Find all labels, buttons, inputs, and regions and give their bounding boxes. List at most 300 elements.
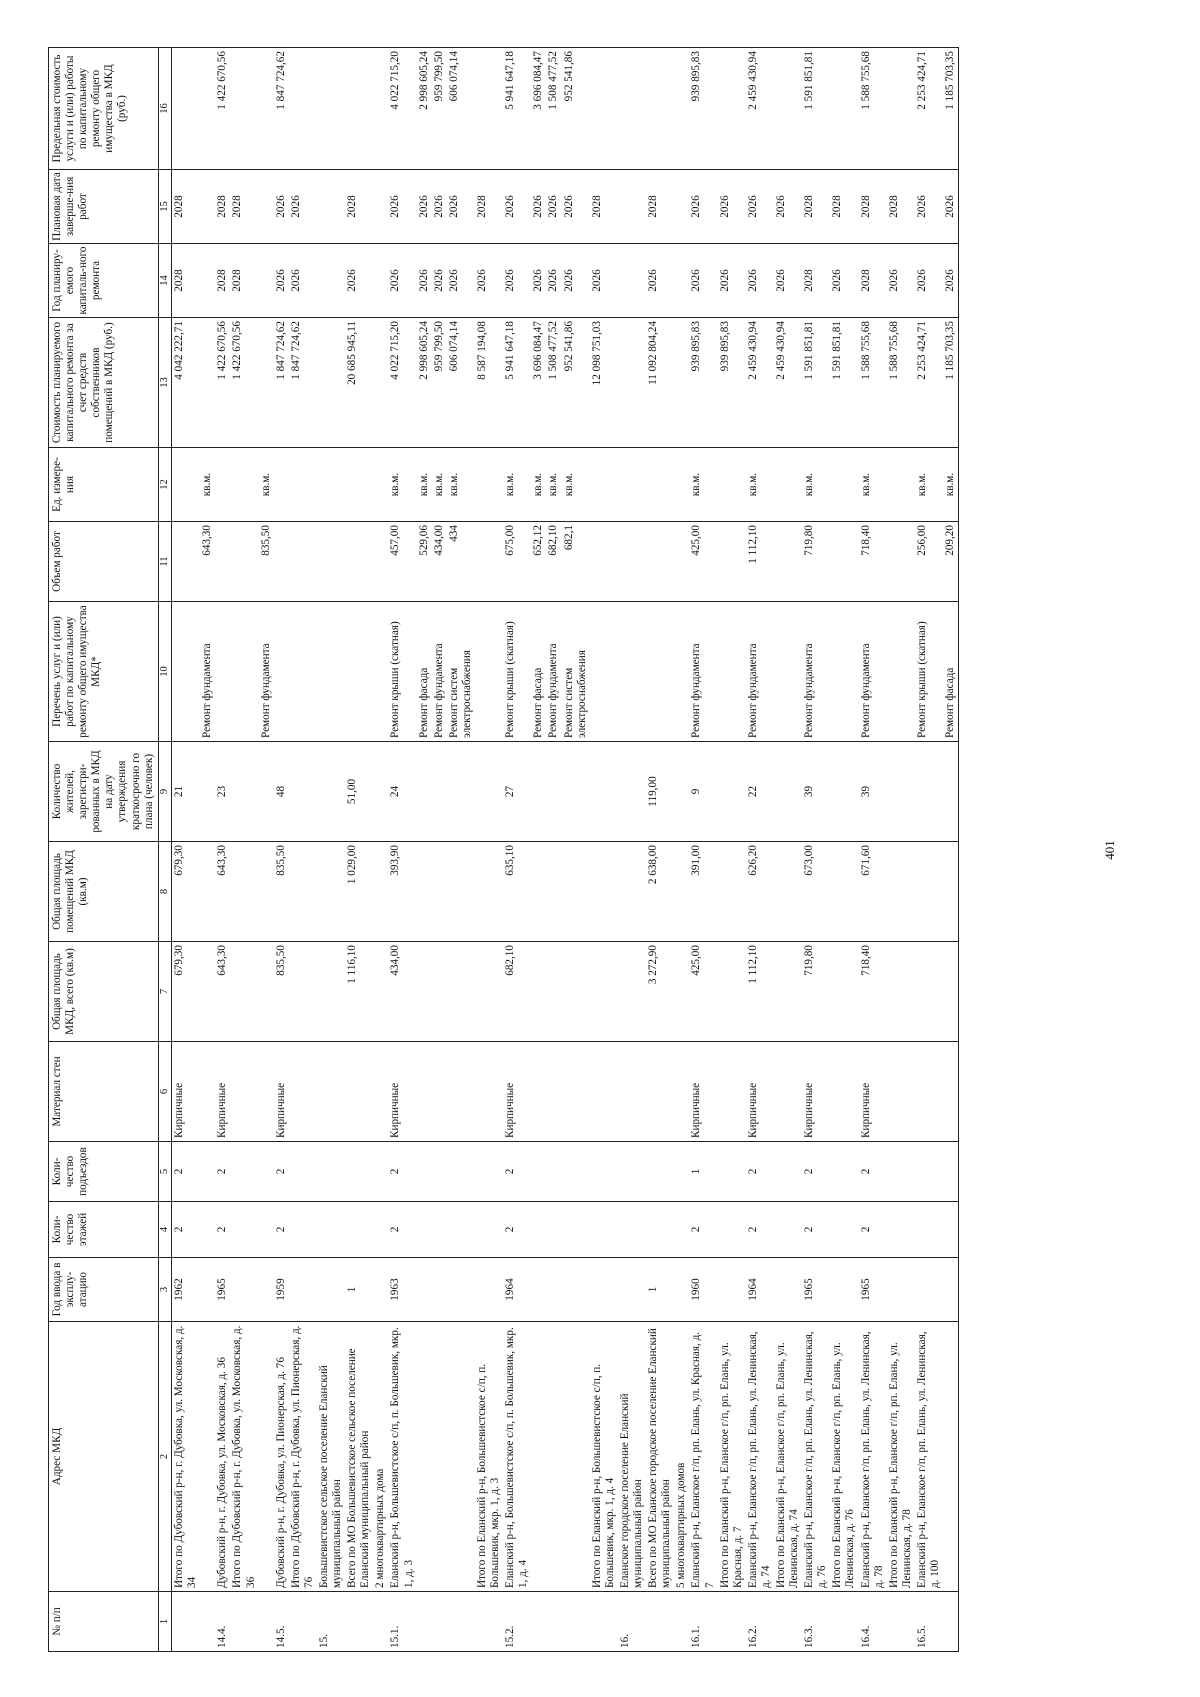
table-cell	[447, 842, 475, 942]
table-cell	[345, 1202, 373, 1258]
table-cell	[230, 1592, 258, 1652]
table-cell: 939 895,83	[718, 318, 746, 448]
table-cell	[172, 1592, 201, 1652]
table-cell: кв.м.	[432, 448, 447, 522]
table-cell	[718, 842, 746, 942]
table-cell	[200, 244, 215, 318]
table-cell: 3 696 084,47	[531, 48, 546, 170]
table-row	[345, 48, 373, 1652]
table-cell: 2	[274, 1202, 289, 1258]
table-cell	[618, 244, 646, 318]
table-cell: 3 696 084,47	[531, 318, 546, 448]
table-cell: 2026	[388, 170, 416, 244]
table-cell: 2026	[718, 170, 746, 244]
table-cell	[432, 1142, 447, 1202]
table-cell: кв.м.	[200, 448, 215, 522]
table-cell: 23	[215, 742, 230, 842]
table-cell: 4 022 715,20	[388, 48, 416, 170]
table-cell	[590, 1258, 618, 1322]
table-row	[432, 48, 447, 1652]
header-cell: Адрес МКД	[49, 1322, 159, 1592]
table-cell	[943, 1042, 959, 1142]
table-cell: 39	[802, 742, 830, 842]
table-cell	[830, 1202, 858, 1258]
table-cell: 2028	[859, 170, 887, 244]
table-cell: Ремонт крыши (скатная)	[388, 602, 416, 742]
table-cell: кв.м.	[503, 448, 531, 522]
table-cell: 2	[274, 1142, 289, 1202]
table-cell	[317, 522, 345, 602]
table-cell: 2026	[915, 244, 943, 318]
table-cell: 16.1.	[689, 1592, 717, 1652]
table-cell: 209,20	[943, 522, 959, 602]
table-cell	[274, 602, 289, 742]
table-cell	[915, 842, 943, 942]
table-cell	[447, 1258, 475, 1322]
table-cell: 2028	[215, 244, 230, 318]
column-number: 9	[158, 742, 171, 842]
table-row	[618, 48, 646, 1652]
table-cell: 1	[646, 1258, 674, 1322]
table-cell: 1965	[802, 1258, 830, 1322]
header-cell: Общая площадь помещений МКД (кв.м)	[49, 842, 159, 942]
table-cell: кв.м.	[915, 448, 943, 522]
table-cell: Итого по Дубовский р-н, г. Дубовка, ул. Московская, д. 36	[230, 1322, 258, 1592]
table-row	[274, 48, 289, 1652]
table-cell: 2 998 605,24	[417, 48, 432, 170]
column-number: 11	[158, 522, 171, 602]
table-cell	[317, 48, 345, 170]
table-cell	[590, 1142, 618, 1202]
table-cell	[345, 602, 373, 742]
table-cell	[417, 1142, 432, 1202]
table-cell: 682,1	[562, 522, 590, 602]
table-cell	[674, 522, 689, 602]
table-cell: 2028	[215, 170, 230, 244]
table-cell	[230, 1142, 258, 1202]
table-cell: 2028	[230, 244, 258, 318]
table-cell	[546, 742, 561, 842]
table-cell	[317, 1142, 345, 1202]
table-cell	[447, 1142, 475, 1202]
table-cell: 835,50	[274, 842, 289, 942]
table-cell	[373, 1592, 388, 1652]
table-cell: Кирпичные	[215, 1042, 230, 1142]
table-cell: 719,80	[802, 942, 830, 1042]
table-cell	[646, 602, 674, 742]
table-cell	[373, 244, 388, 318]
table-cell	[618, 170, 646, 244]
table-cell	[230, 602, 258, 742]
table-cell: 22	[746, 742, 774, 842]
table-cell: 2026	[562, 170, 590, 244]
table-cell	[830, 602, 858, 742]
table-cell	[674, 1592, 689, 1652]
table-cell	[417, 742, 432, 842]
table-cell	[373, 522, 388, 602]
table-cell	[590, 48, 618, 170]
table-cell: 51,00	[345, 742, 373, 842]
table-cell	[200, 942, 215, 1042]
table-cell	[943, 742, 959, 842]
table-cell: 2028	[172, 244, 201, 318]
table-cell: Итого по Еланский р-н, Еланское г/п, рп. Елань, ул. Ленинская, д. 78	[887, 1322, 915, 1592]
table-cell: 9	[689, 742, 717, 842]
column-number: 14	[158, 244, 171, 318]
table-row	[503, 48, 531, 1652]
table-cell: Еланский р-н, Еланское г/п, рп. Елань, ул. Ленинская, д. 76	[802, 1322, 830, 1592]
table-row	[562, 48, 590, 1652]
table-cell: 1 591 851,81	[830, 318, 858, 448]
table-cell	[373, 1202, 388, 1258]
table-cell: 48	[274, 742, 289, 842]
table-cell	[546, 1042, 561, 1142]
table-cell	[887, 522, 915, 602]
table-cell	[373, 842, 388, 942]
table-cell: 643,30	[215, 842, 230, 942]
table-cell	[345, 448, 373, 522]
table-cell: Итого по Еланский р-н, Еланское г/п, рп. Елань, ул. Ленинская, д. 76	[830, 1322, 858, 1592]
table-cell	[646, 1592, 674, 1652]
table-cell: 682,10	[503, 942, 531, 1042]
table-cell	[718, 1592, 746, 1652]
table-cell: 2026	[274, 244, 289, 318]
table-row	[689, 48, 717, 1652]
table-cell	[774, 602, 802, 742]
table-cell: кв.м.	[417, 448, 432, 522]
table-cell: 2026	[546, 170, 561, 244]
table-cell: 2028	[859, 244, 887, 318]
table-cell	[646, 1202, 674, 1258]
table-cell	[674, 1258, 689, 1322]
table-cell	[417, 1592, 432, 1652]
table-cell: 2026	[546, 244, 561, 318]
table-cell	[200, 1258, 215, 1322]
table-cell	[200, 1322, 215, 1592]
table-cell	[830, 842, 858, 942]
table-cell	[618, 522, 646, 602]
table-row	[674, 48, 689, 1652]
table-cell: 24	[388, 742, 416, 842]
table-cell: кв.м.	[447, 448, 475, 522]
table-cell: 2026	[289, 170, 317, 244]
table-cell	[215, 448, 230, 522]
table-cell	[259, 48, 274, 170]
table-row	[774, 48, 802, 1652]
table-row	[200, 48, 215, 1652]
header-cell: Коли-чество подъездов	[49, 1142, 159, 1202]
table-cell	[774, 942, 802, 1042]
table-row	[417, 48, 432, 1652]
table-cell	[830, 48, 858, 170]
table-cell	[915, 1142, 943, 1202]
table-row	[802, 48, 830, 1652]
table-cell: 1 588 755,68	[859, 48, 887, 170]
table-cell: 1 422 670,56	[215, 48, 230, 170]
table-cell: 1	[689, 1142, 717, 1202]
table-cell: 15.	[317, 1592, 345, 1652]
table-cell	[345, 1142, 373, 1202]
table-cell	[546, 1202, 561, 1258]
table-cell	[289, 942, 317, 1042]
table-cell	[562, 1592, 590, 1652]
table-cell	[531, 1042, 546, 1142]
table-cell	[417, 942, 432, 1042]
table-cell: 5 941 647,18	[503, 48, 531, 170]
table-cell	[590, 1202, 618, 1258]
table-cell	[531, 1202, 546, 1258]
table-cell	[289, 842, 317, 942]
table-cell	[562, 1042, 590, 1142]
table-cell: 2026	[289, 244, 317, 318]
table-cell	[562, 1258, 590, 1322]
table-cell	[618, 602, 646, 742]
table-cell: 2028	[172, 170, 201, 244]
table-cell: Ремонт крыши (скатная)	[503, 602, 531, 742]
table-cell	[943, 1258, 959, 1322]
table-cell: 425,00	[689, 522, 717, 602]
table-cell	[317, 448, 345, 522]
table-cell: 835,50	[259, 522, 274, 602]
column-number: 13	[158, 318, 171, 448]
table-cell	[200, 1142, 215, 1202]
table-cell	[475, 48, 503, 170]
table-cell	[259, 942, 274, 1042]
column-number-row	[158, 48, 171, 1652]
table-cell: 2026	[432, 170, 447, 244]
table-cell	[562, 842, 590, 942]
table-cell: Итого по Еланский р-н, Еланское г/п, рп. Елань, ул. Ленинская, д. 74	[774, 1322, 802, 1592]
table-cell: Кирпичные	[388, 1042, 416, 1142]
table-cell	[259, 1592, 274, 1652]
table-cell: 2	[802, 1142, 830, 1202]
table-cell	[531, 1142, 546, 1202]
table-cell	[259, 1322, 274, 1592]
table-cell	[887, 1592, 915, 1652]
table-cell: 12 098 751,03	[590, 318, 618, 448]
table-cell	[317, 742, 345, 842]
table-cell	[618, 318, 646, 448]
table-cell	[618, 1258, 646, 1322]
column-number: 8	[158, 842, 171, 942]
table-cell: 2026	[417, 170, 432, 244]
table-cell	[289, 742, 317, 842]
table-cell: 15.2.	[503, 1592, 531, 1652]
table-cell: 1965	[215, 1258, 230, 1322]
table-cell	[447, 1592, 475, 1652]
table-cell	[562, 942, 590, 1042]
table-cell	[230, 1258, 258, 1322]
table-cell: Итого по Дубовский р-н, г. Дубовка, ул. Московская, д. 34	[172, 1322, 201, 1592]
table-cell	[674, 1042, 689, 1142]
table-cell: кв.м.	[746, 448, 774, 522]
table-row	[830, 48, 858, 1652]
table-cell	[546, 1322, 561, 1592]
table-cell: 606 074,14	[447, 318, 475, 448]
table-cell: 4 042 222,71	[172, 318, 201, 448]
table-cell: 2	[689, 1202, 717, 1258]
table-cell	[417, 1322, 432, 1592]
table-cell: кв.м.	[802, 448, 830, 522]
table-cell	[546, 942, 561, 1042]
table-cell	[259, 244, 274, 318]
table-cell	[447, 942, 475, 1042]
table-cell: Кирпичные	[274, 1042, 289, 1142]
table-cell	[718, 1142, 746, 1202]
table-cell	[590, 1042, 618, 1142]
table-cell: Всего по МО Еланское городское поселение Еланский муниципальный район	[646, 1322, 674, 1592]
table-cell	[447, 1322, 475, 1592]
table-cell: 959 799,50	[432, 48, 447, 170]
table-cell: 2 459 430,94	[746, 48, 774, 170]
table-cell: 2 638,00	[646, 842, 674, 942]
table-cell: 2026	[774, 170, 802, 244]
table-cell: 2026	[447, 244, 475, 318]
table-cell: Кирпичные	[802, 1042, 830, 1142]
table-cell	[774, 742, 802, 842]
table-cell	[432, 1592, 447, 1652]
table-cell: 1 588 755,68	[887, 318, 915, 448]
table-cell	[774, 1258, 802, 1322]
table-cell	[646, 1042, 674, 1142]
table-cell: 2	[215, 1202, 230, 1258]
table-cell	[373, 448, 388, 522]
table-cell	[172, 522, 201, 602]
table-row	[746, 48, 774, 1652]
table-cell	[674, 170, 689, 244]
table-cell	[887, 842, 915, 942]
table-cell	[531, 1322, 546, 1592]
table-row	[887, 48, 915, 1652]
table-cell: Еланский р-н, Еланское г/п, рп. Елань, ул. Ленинская, д. 100	[915, 1322, 943, 1592]
table-cell: 1 112,10	[746, 942, 774, 1042]
table-cell: 2026	[943, 170, 959, 244]
table-cell: 119,00	[646, 742, 674, 842]
table-cell	[718, 522, 746, 602]
table-cell: 671,60	[859, 842, 887, 942]
table-cell: Еланский р-н, Еланское г/п, рп. Елань, ул. Ленинская, д. 78	[859, 1322, 887, 1592]
table-cell	[830, 1592, 858, 1652]
table-cell	[289, 602, 317, 742]
table-cell: 457,00	[388, 522, 416, 602]
table-row	[546, 48, 561, 1652]
table-cell	[618, 742, 646, 842]
table-cell: Дубовский р-н, г. Дубовка, ул. Пионерская, д. 76	[274, 1322, 289, 1592]
table-cell: 2028	[590, 170, 618, 244]
column-number: 12	[158, 448, 171, 522]
table-cell	[718, 48, 746, 170]
table-cell	[618, 48, 646, 170]
table-cell	[943, 942, 959, 1042]
table-cell	[317, 842, 345, 942]
table-cell	[475, 1142, 503, 1202]
table-cell: Еланский р-н, Еланское г/п, рп. Елань, ул. Красная, д. 7	[689, 1322, 717, 1592]
header-cell: Общая площадь МКД, всего (кв.м)	[49, 942, 159, 1042]
table-cell: 2028	[230, 170, 258, 244]
table-cell	[590, 448, 618, 522]
table-cell: 2028	[646, 170, 674, 244]
table-cell: 2 253 424,71	[915, 318, 943, 448]
table-cell: 1959	[274, 1258, 289, 1322]
table-cell: 2026	[646, 244, 674, 318]
table-cell: 675,00	[503, 522, 531, 602]
table-cell: 434,00	[432, 522, 447, 602]
table-cell: 1 847 724,62	[274, 318, 289, 448]
table-cell	[546, 842, 561, 942]
table-cell	[590, 942, 618, 1042]
table-cell	[531, 842, 546, 942]
table-cell: 2026	[432, 244, 447, 318]
table-cell	[674, 842, 689, 942]
table-cell: Кирпичные	[859, 1042, 887, 1142]
header-cell: Объем работ	[49, 522, 159, 602]
table-cell	[674, 1142, 689, 1202]
table-cell: 14.5.	[274, 1592, 289, 1652]
table-cell	[618, 448, 646, 522]
table-cell: 2 253 424,71	[915, 48, 943, 170]
table-cell: кв.м.	[546, 448, 561, 522]
table-cell: 16.	[618, 1592, 646, 1652]
header-cell: Год ввода в эксплу-атацию	[49, 1258, 159, 1322]
table-cell	[830, 942, 858, 1042]
header-cell: Стоимость планируемого капитального ремонта за счет средств собственников помещений в МКД (руб.)	[49, 318, 159, 448]
table-cell	[646, 522, 674, 602]
table-cell	[373, 1042, 388, 1142]
table-cell: кв.м.	[689, 448, 717, 522]
table-cell	[230, 842, 258, 942]
table-cell: 2	[388, 1142, 416, 1202]
table-cell: Большевистское сельское поселение Еланский муниципальный район	[317, 1322, 345, 1592]
table-cell: 939 895,83	[689, 318, 717, 448]
table-cell	[531, 1258, 546, 1322]
table-cell: 1 588 755,68	[859, 318, 887, 448]
table-row	[230, 48, 258, 1652]
table-cell: Кирпичные	[172, 1042, 201, 1142]
header-cell: № п/п	[49, 1592, 159, 1652]
table-cell	[590, 602, 618, 742]
table-cell	[475, 602, 503, 742]
table-cell: кв.м.	[531, 448, 546, 522]
table-cell	[289, 522, 317, 602]
table-cell: 1964	[746, 1258, 774, 1322]
table-cell: 2028	[830, 170, 858, 244]
table-row	[259, 48, 274, 1652]
table-cell: 643,30	[215, 942, 230, 1042]
table-cell	[230, 742, 258, 842]
table-cell: 2026	[447, 170, 475, 244]
table-cell: 952 541,86	[562, 48, 590, 170]
table-cell	[887, 602, 915, 742]
table-cell: 1 185 703,35	[943, 318, 959, 448]
table-cell: 2028	[475, 170, 503, 244]
table-cell: Кирпичные	[503, 1042, 531, 1142]
table-cell: 2026	[689, 170, 717, 244]
table-cell: Кирпичные	[746, 1042, 774, 1142]
table-cell: Итого по Еланский р-н, Еланское г/п, рп. Елань, ул. Красная, д. 7	[718, 1322, 746, 1592]
table-cell	[915, 1042, 943, 1142]
table-cell: 1 508 477,52	[546, 48, 561, 170]
table-cell	[317, 1042, 345, 1142]
table-cell	[259, 170, 274, 244]
table-cell	[531, 742, 546, 842]
table-cell: 2028	[345, 170, 373, 244]
table-cell: 2026	[562, 244, 590, 318]
table-cell: 2026	[746, 170, 774, 244]
header-cell: Материал стен	[49, 1042, 159, 1142]
header-cell: Перечень услуг и (или) работ по капитальному ремонту общего имущества МКД*	[49, 602, 159, 742]
table-cell: 1 422 670,56	[230, 318, 258, 448]
table-cell	[590, 742, 618, 842]
